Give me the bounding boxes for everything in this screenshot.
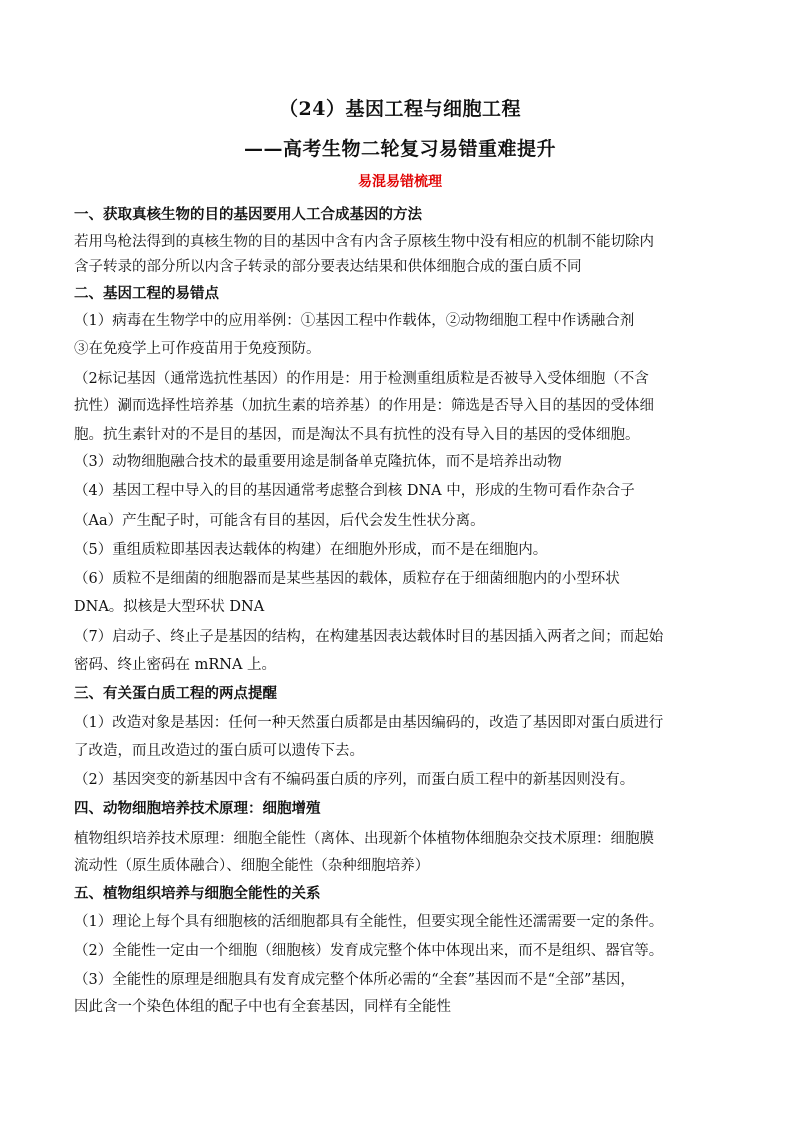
body-text-line: （2标记基因（通常选抗性基因）的作用是：用于检测重组质粒是否被导入受体细胞（不含 xyxy=(74,371,649,387)
section-heading: 一、获取真核生物的目的基因要用人工合成基因的方法 xyxy=(74,207,422,223)
body-text-line: （5）重组质粒即基因表达载体的构建）在细胞外形成，而不是在细胞内。 xyxy=(74,542,548,558)
body-text-line: 了改造，而且改造过的蛋白质可以遗传下去。 xyxy=(74,743,364,759)
section-heading: 四、动物细胞培养技术原理：细胞增殖 xyxy=(74,801,321,817)
body-text-line: 含子转录的部分所以内含子转录的部分要表达结果和供体细胞合成的蛋白质不同 xyxy=(74,259,582,275)
body-text-line: （7）启动子、终止子是基因的结构，在构建基因表达载体时目的基因插入两者之间；而起始 xyxy=(74,629,664,645)
body-text-line: 密码、终止密码在 mRNA 上。 xyxy=(74,657,277,673)
body-text-line: 若用鸟枪法得到的真核生物的目的基因中含有内含子原核生物中没有相应的机制不能切除内 xyxy=(74,234,654,250)
body-text-line: 流动性（原生质体融合）、细胞全能性（杂种细胞培养） xyxy=(74,858,430,874)
document-subtitle: ——高考生物二轮复习易错重难提升 xyxy=(243,138,556,160)
section-tag: 易混易错梳理 xyxy=(358,174,442,190)
section-heading: 五、植物组织培养与细胞全能性的关系 xyxy=(74,886,321,902)
document-title: （24）基因工程与细胞工程 xyxy=(279,98,521,120)
body-text-line: （1）理论上每个具有细胞核的活细胞都具有全能性，但要实现全能性还濡需要一定的条件。 xyxy=(74,914,664,930)
body-text-line: （4）基因工程中导入的目的基因通常考虑整合到核 DNA 中，形成的生物可看作杂合子 xyxy=(74,483,635,499)
body-text-line: （1）改造对象是基因：任何一种天然蛋白质都是由基因编码的，改造了基因即对蛋白质进行 xyxy=(74,715,664,731)
section-heading: 二、基因工程的易错点 xyxy=(74,286,219,302)
section-heading: 三、有关蛋白质工程的两点提醒 xyxy=(74,686,277,702)
body-text-line: （Aa）产生配子时，可能含有目的基因，后代会发生性状分离。 xyxy=(74,513,485,529)
body-text-line: （2）基因突变的新基因中含有不编码蛋白质的序列，而蛋白质工程中的新基因则没有。 xyxy=(74,772,635,788)
body-text-line: （2）全能性一定由一个细胞（细胞核）发育成完整个体中体现出来，而不是组织、器官等。 xyxy=(74,943,664,959)
body-text-line: ③在免疫学上可作疫苗用于免疫预防。 xyxy=(74,341,321,357)
body-text-line: （3）动物细胞融合技术的最重要用途是制备单克隆抗体，而不是培养出动物 xyxy=(74,454,562,470)
body-text-line: 抗性）涮而选择性培养基（加抗生素的培养基）的作用是：筛选是否导入目的基因的受体细 xyxy=(74,398,654,414)
body-text-line: （6）质粒不是细菌的细胞器而是某些基因的载体，质粒存在于细菌细胞内的小型环状 xyxy=(74,571,620,587)
body-text-line: DNA。拟核是大型环状 DNA xyxy=(74,599,265,615)
body-text-line: 因此含一个染色体组的配子中也有全套基因，同样有全能性 xyxy=(74,999,451,1015)
body-text-line: （1）病毒在生物学中的应用举例：①基因工程中作载体，②动物细胞工程中作诱融合剂 xyxy=(74,313,635,329)
body-text-line: 胞。抗生素针对的不是目的基因，而是淘汰不具有抗性的没有导入目的基因的受体细胞。 xyxy=(74,427,640,443)
body-text-line: 植物组织培养技术原理：细胞全能性（离体、出现新个体植物体细胞杂交技术原理：细胞膜 xyxy=(74,831,654,847)
body-text-line: （3）全能性的原理是细胞具有发育成完整个体所必需的“全套”基因而不是“全部”基因， xyxy=(74,972,635,988)
